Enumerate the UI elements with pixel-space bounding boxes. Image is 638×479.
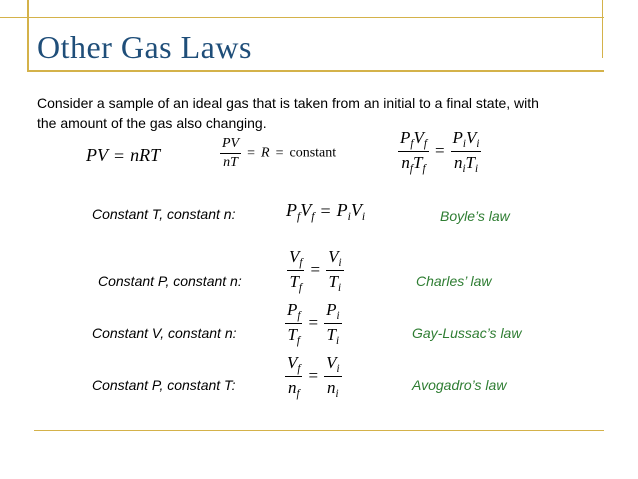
ratio-equation	[220, 136, 336, 171]
page-title: Other Gas Laws	[37, 29, 252, 65]
ratio-denominator: nT	[223, 155, 238, 170]
equals-sign: =	[310, 260, 321, 280]
equals-sign: =	[434, 141, 445, 161]
law-name-gay-lussac: Gay-Lussac’s law	[412, 325, 522, 341]
equals-sign: =	[275, 145, 284, 161]
condition-boyle: Constant T, constant n:	[92, 206, 236, 222]
combined-equation	[398, 128, 481, 175]
title-underline	[27, 70, 604, 72]
equals-sign: =	[308, 366, 319, 386]
combined-initial-denominator: $n_iT_i$	[453, 152, 479, 175]
avogadro-equation	[285, 353, 342, 400]
avogadro-final-fraction: $\frac{V_f}{n_f}$	[287, 353, 301, 400]
equals-sign: =	[320, 201, 331, 222]
law-name-charles: Charles’ law	[416, 273, 492, 289]
equals-sign: =	[308, 313, 319, 333]
avogadro-initial-fraction: $\frac{V_i}{n_i}$	[326, 353, 340, 400]
condition-charles: Constant P, constant n:	[98, 273, 242, 289]
charles-equation	[287, 247, 344, 294]
intro-text: Consider a sample of an ideal gas that is taken from an initial to a final state, with the amount of the gas also changing.	[37, 95, 539, 131]
ideal-rhs: nRT	[130, 145, 161, 165]
ideal-lhs: PV	[86, 145, 108, 165]
charles-initial-fraction: $\frac{V_i}{T_i}$	[328, 247, 342, 294]
law-name-boyle: Boyle’s law	[440, 208, 510, 224]
ratio-numerator: PV	[220, 136, 241, 154]
left-rule	[27, 0, 29, 72]
condition-avogadro: Constant P, constant T:	[92, 377, 236, 393]
ideal-gas-equation	[86, 145, 160, 167]
combined-final-denominator: $n_fT_f$	[401, 152, 426, 175]
charles-final-fraction: $\frac{V_f}{T_f}$	[289, 247, 303, 294]
combined-initial-fraction	[451, 128, 482, 175]
condition-gay-lussac: Constant V, constant n:	[92, 325, 237, 341]
gay-lussac-final-fraction: $\frac{P_f}{T_f}$	[287, 300, 301, 347]
right-rule	[602, 0, 603, 58]
combined-final-fraction	[398, 128, 429, 175]
constant-word: constant	[289, 145, 337, 161]
gay-lussac-initial-fraction: $\frac{P_i}{T_i}$	[326, 300, 340, 347]
law-name-avogadro: Avogadro’s law	[412, 377, 507, 393]
top-rule	[0, 17, 604, 18]
ratio-fraction	[220, 136, 241, 171]
equals-sign: =	[247, 145, 256, 161]
gay-lussac-equation	[285, 300, 342, 347]
combined-initial-numerator: $P_iV_i$	[452, 128, 480, 150]
bottom-rule	[34, 430, 604, 431]
combined-final-numerator: $P_fV_f$	[400, 128, 427, 150]
equals-sign: =	[114, 146, 125, 167]
gas-constant: R	[261, 145, 270, 161]
boyle-equation: $P_fV_f = P_iV_i$	[286, 200, 366, 224]
